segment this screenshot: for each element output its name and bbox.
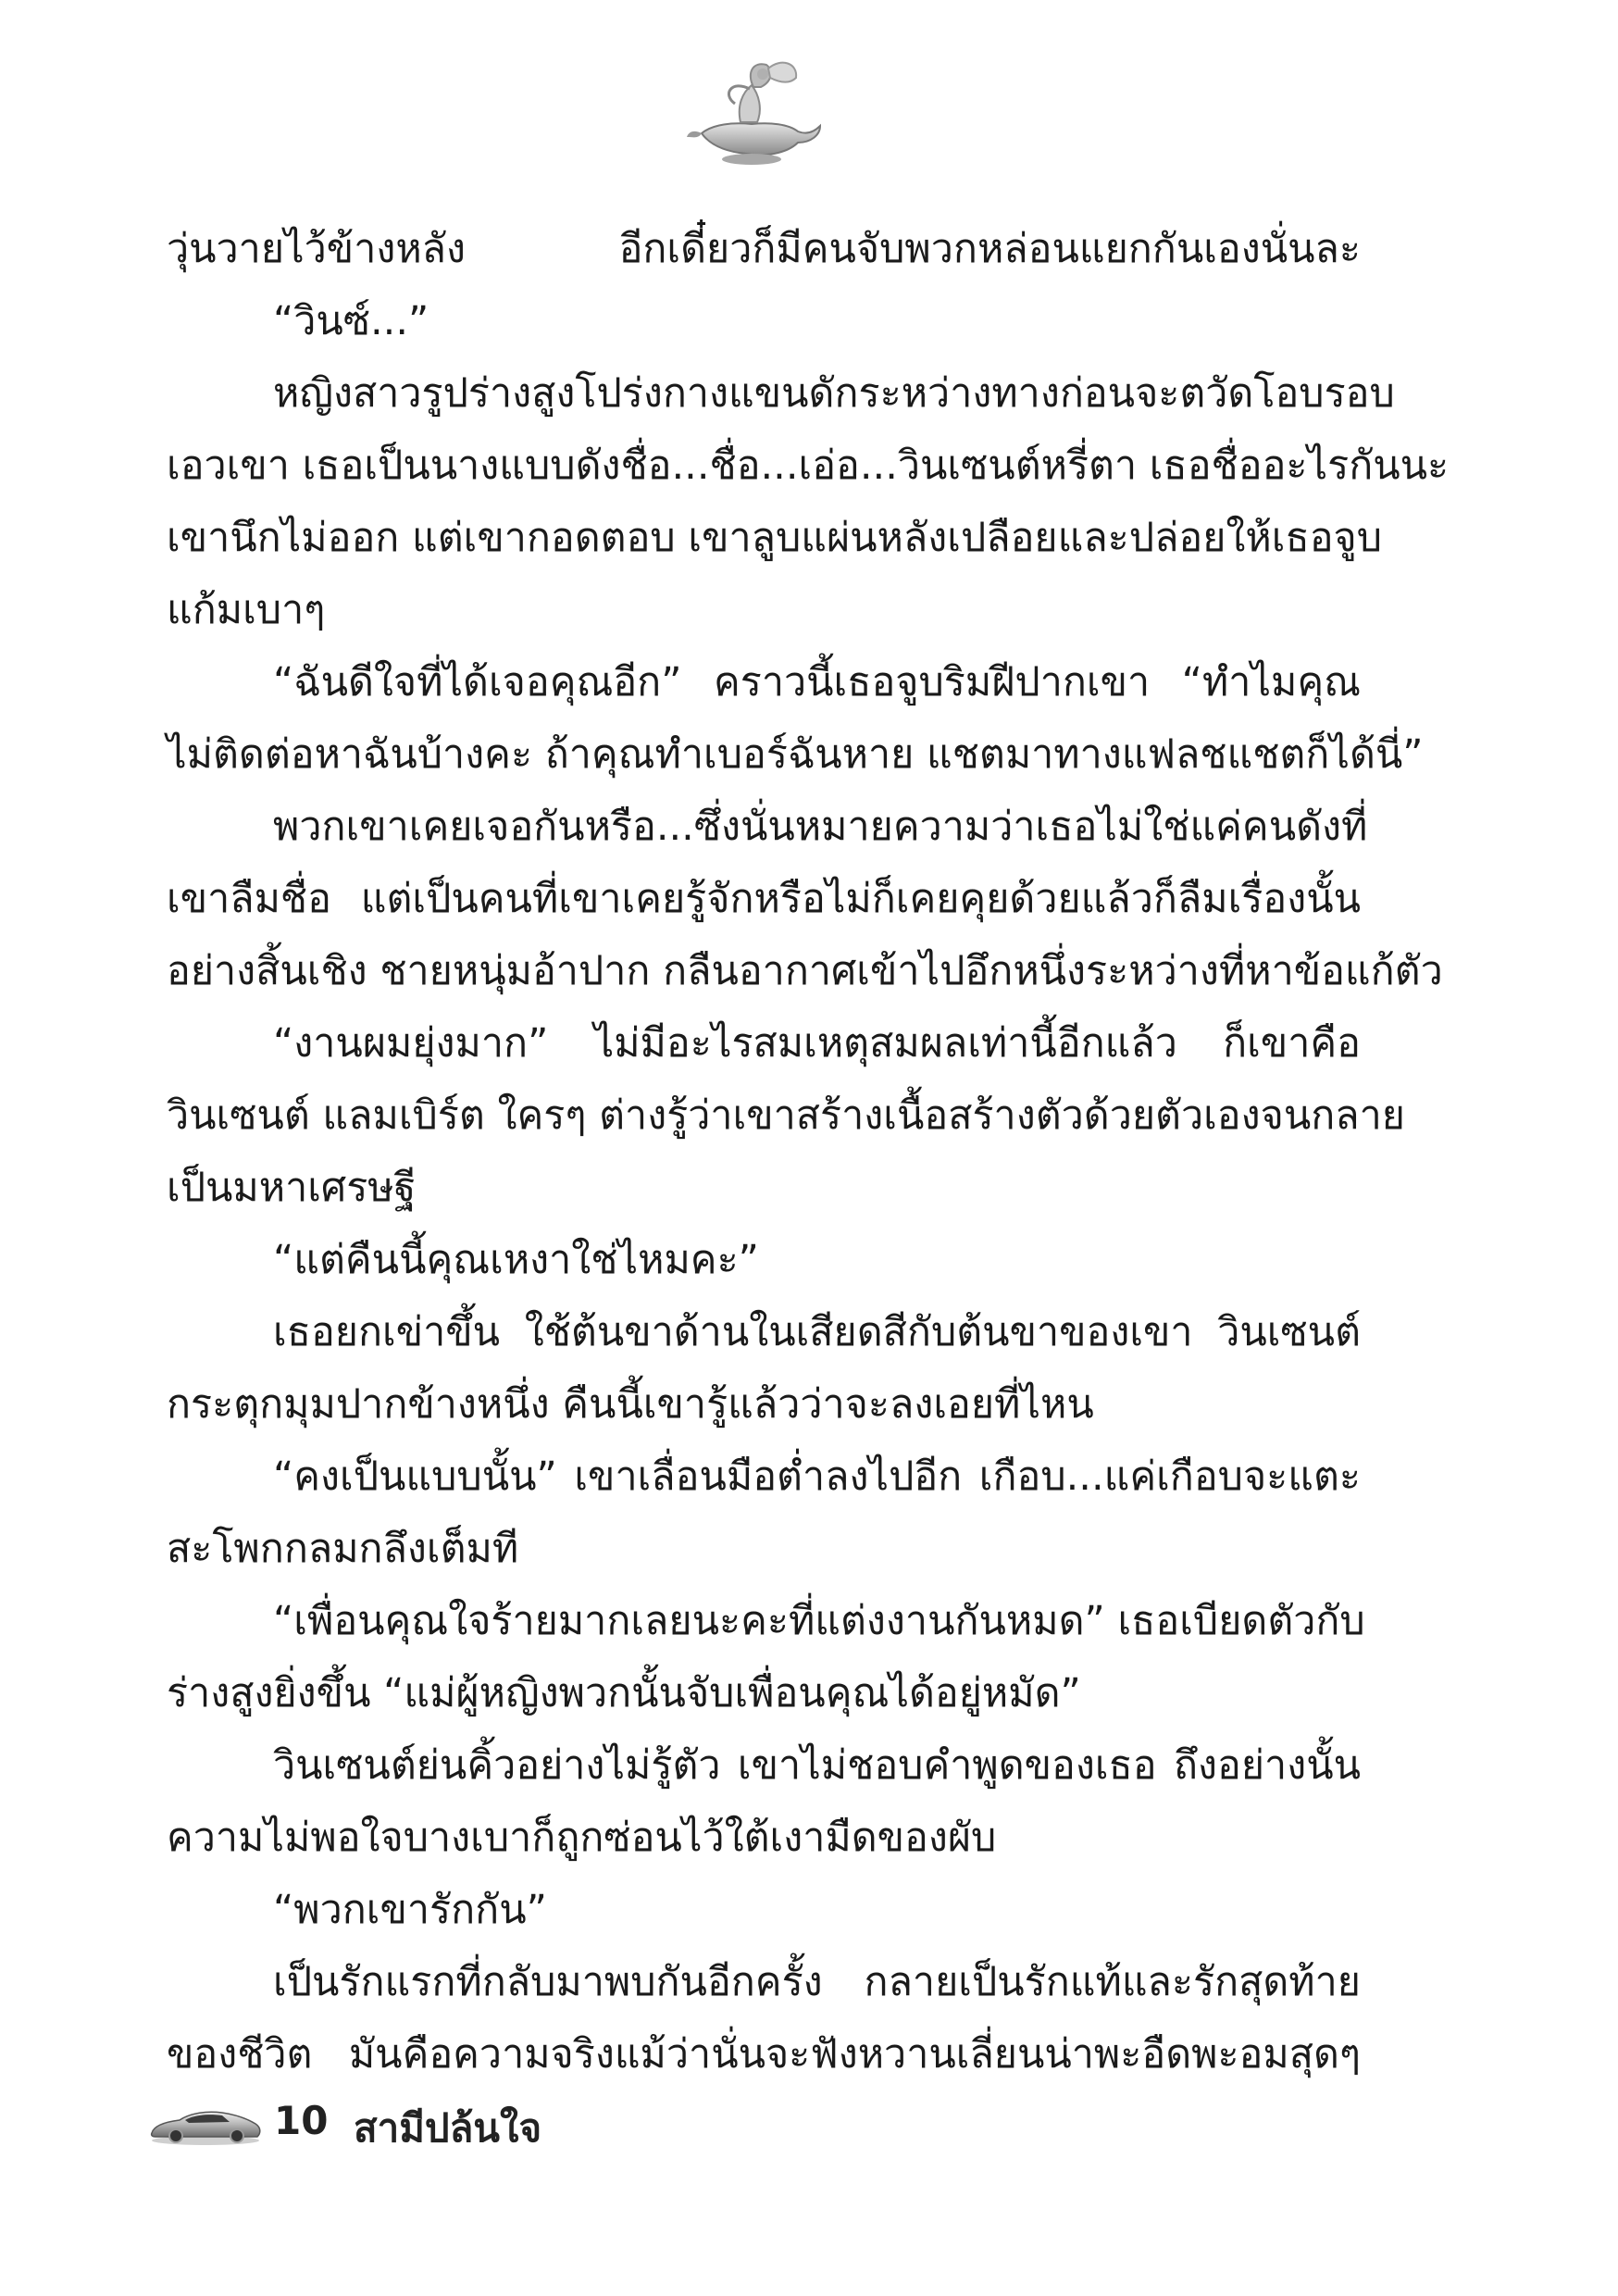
body-line: ของชีวิต มันคือความจริงแม้ว่านั่นจะฟังหวานเลี่ยนน่าพะอืดพะอมสุดๆ	[167, 2031, 1361, 2078]
body-line: วินเซนต์ แลมเบิร์ต ใครๆ ต่างรู้ว่าเขาสร้างเนื้อสร้างตัวด้วยตัวเองจนกลาย	[167, 1092, 1405, 1139]
body-line: “งานผมยุ่งมาก” ไม่มีอะไรสมเหตุสมผลเท่านี้อีกแล้ว ก็เขาคือ	[273, 1020, 1361, 1067]
book-title: สามีปล้นใจ	[354, 2105, 542, 2151]
body-line: เอวเขา เธอเป็นนางแบบดังชื่อ...ชื่อ...เอ่อ...วินเซนต์หรี่ตา เธอชื่ออะไรกันนะ	[167, 443, 1450, 489]
body-line: “แต่คืนนี้คุณเหงาใช่ไหมคะ”	[273, 1237, 759, 1283]
body-line: ไม่ติดต่อหาฉันบ้างคะ ถ้าคุณทำเบอร์ฉันหาย แชตมาทางแฟลชแชตก็ได้นี่”	[167, 731, 1424, 778]
body-line: ความไม่พอใจบางเบาก็ถูกซ่อนไว้ใต้เงามืดของผับ	[167, 1815, 997, 1861]
body-text	[167, 213, 1450, 2090]
body-line: “พวกเขารักกัน”	[273, 1887, 547, 1933]
body-line: พวกเขาเคยเจอกันหรือ...ซึ่งนั่นหมายความว่าเธอไม่ใช่แค่คนดังที่	[273, 804, 1368, 850]
body-line: วินเซนต์ย่นคิ้วอย่างไม่รู้ตัว เขาไม่ชอบคำพูดของเธอ ถึงอย่างนั้น	[273, 1742, 1361, 1789]
page-number: 10	[274, 2098, 329, 2143]
body-line: “ฉันดีใจที่ได้เจอคุณอีก” คราวนี้เธอจูบริมฝีปากเขา “ทำไมคุณ	[273, 659, 1361, 705]
page-footer	[148, 2092, 796, 2166]
body-line: หญิงสาวรูปร่างสูงโปร่งกางแขนดักระหว่างทางก่อนจะตวัดโอบรอบ	[273, 370, 1395, 417]
body-line: สะโพกกลมกลึงเต็มที	[167, 1526, 519, 1572]
body-line: “วินซ์...”	[273, 298, 429, 344]
sports-car-icon	[148, 2102, 264, 2148]
body-line: เธอยกเข่าขึ้น ใช้ต้นขาด้านในเสียดสีกับต้นขาของเขา วินเซนต์	[273, 1309, 1361, 1355]
body-line: วุ่นวายไว้ข้างหลัง อีกเดี๋ยวก็มีคนจับพวกหล่อนแยกกันเองนั่นละ	[167, 226, 1361, 272]
cupid-lamp-icon	[685, 57, 824, 168]
body-line: เขาลืมชื่อ แต่เป็นคนที่เขาเคยรู้จักหรือไม่ก็เคยคุยด้วยแล้วก็ลืมเรื่องนั้น	[167, 876, 1361, 922]
body-line: เป็นมหาเศรษฐี	[167, 1165, 417, 1211]
body-line: เป็นรักแรกที่กลับมาพบกันอีกครั้ง กลายเป็นรักแท้และรักสุดท้าย	[273, 1959, 1361, 2005]
body-line: อย่างสิ้นเชิง ชายหนุ่มอ้าปาก กลืนอากาศเข้าไปอึกหนึ่งระหว่างที่หาข้อแก้ตัว	[167, 948, 1443, 994]
body-line: “คงเป็นแบบนั้น” เขาเลื่อนมือต่ำลงไปอีก เกือบ...แค่เกือบจะแตะ	[273, 1454, 1361, 1500]
body-line: กระตุกมุมปากข้างหนึ่ง คืนนี้เขารู้แล้วว่าจะลงเอยที่ไหน	[167, 1381, 1094, 1428]
body-line: “เพื่อนคุณใจร้ายมากเลยนะคะที่แต่งงานกันหมด” เธอเบียดตัวกับ	[273, 1598, 1365, 1644]
body-line: แก้มเบาๆ	[167, 587, 326, 633]
body-line: เขานึกไม่ออก แต่เขากอดตอบ เขาลูบแผ่นหลังเปลือยและปล่อยให้เธอจูบ	[167, 515, 1383, 561]
body-line: ร่างสูงยิ่งขึ้น “แม่ผู้หญิงพวกนั้นจับเพื่อนคุณได้อยู่หมัด”	[167, 1670, 1081, 1716]
